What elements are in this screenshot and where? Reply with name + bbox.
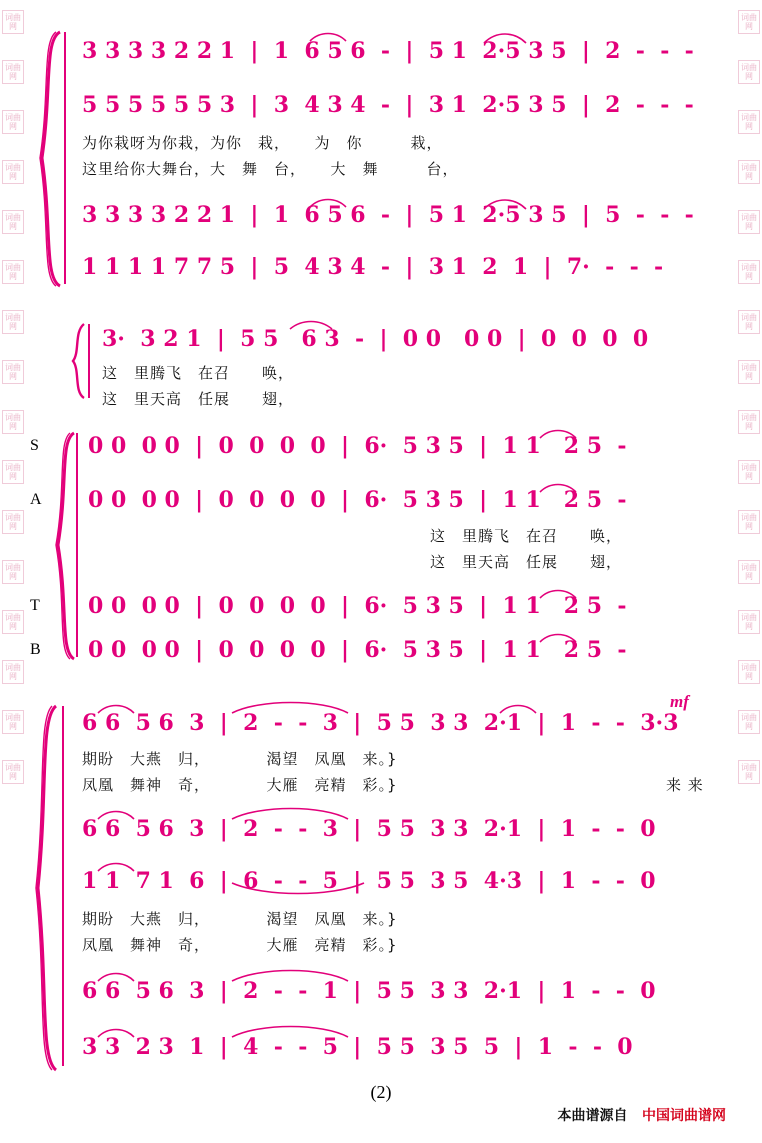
staff-4-voice-2-notes: 6 6 5 6 3 | 2 - - 3 | 5 5 3 3 2·1 | 1 - - 0 bbox=[82, 816, 656, 842]
system-brace-4 bbox=[32, 704, 58, 1072]
watermark-item: 词曲网 bbox=[738, 160, 760, 184]
staff-3-lyric-line-2: 这 里天高 任展 翅， bbox=[430, 553, 623, 571]
staff-1-voice-4-notes: 1 1 1 1 7 7 5 | 5 4 3 4 - | 3 1 2 1 | 7· - - - bbox=[82, 254, 664, 280]
watermark-item: 词曲网 bbox=[738, 610, 760, 634]
staff-4-voice-4-notes: 6 6 5 6 3 | 2 - - 1 | 5 5 3 3 2·1 | 1 - - 0 bbox=[82, 978, 656, 1004]
voice-label-alto: A bbox=[30, 491, 42, 508]
slur-icon bbox=[498, 702, 538, 714]
watermark-item: 词曲网 bbox=[738, 210, 760, 234]
watermark-item: 词曲网 bbox=[2, 410, 24, 434]
watermark-item: 词曲网 bbox=[738, 10, 760, 34]
watermark-item: 词曲网 bbox=[2, 360, 24, 384]
barline bbox=[76, 433, 78, 657]
watermark-item: 词曲网 bbox=[738, 560, 760, 584]
staff-4-lyric-upper-2: 凤凰 舞神 奇， 大雁 亮精 彩。} bbox=[82, 776, 398, 794]
watermark-item: 词曲网 bbox=[2, 610, 24, 634]
watermark-item: 词曲网 bbox=[738, 110, 760, 134]
dynamic-mf: mf bbox=[670, 692, 689, 711]
staff-4-voice-3-notes: 1 1 7 1 6 | 6 - - 5 | 5 5 3 5 4·3 | 1 - - 0 bbox=[82, 868, 656, 894]
watermark-column-left bbox=[2, 0, 24, 1143]
source-credit bbox=[558, 1105, 726, 1125]
staff-4-lyric-lower-2: 凤凰 舞神 奇， 大雁 亮精 彩。} bbox=[82, 936, 398, 954]
staff-3-bass-notes: 0 0 0 0 | 0 0 0 0 | 6· 5 3 5 | 1 1 2 5 - bbox=[88, 637, 627, 663]
staff-3-alto-notes: 0 0 0 0 | 0 0 0 0 | 6· 5 3 5 | 1 1 2 5 - bbox=[88, 487, 627, 513]
watermark-item: 词曲网 bbox=[2, 760, 24, 784]
slur-icon bbox=[538, 481, 578, 493]
staff-4-voice-5-notes: 3 3 2 3 1 | 4 - - 5 | 5 5 3 5 5 | 1 - - 0 bbox=[82, 1034, 633, 1060]
slur-icon bbox=[96, 970, 136, 982]
slur-icon bbox=[308, 30, 348, 42]
watermark-item: 词曲网 bbox=[2, 460, 24, 484]
page-number: (2) bbox=[370, 1082, 392, 1102]
staff-4-lyric-lower-1: 期盼 大燕 归， 渴望 凤凰 来。} bbox=[82, 910, 398, 928]
watermark-item: 词曲网 bbox=[2, 310, 24, 334]
slur-icon bbox=[96, 808, 136, 820]
phrase-arc-icon bbox=[230, 1022, 350, 1038]
voice-label-tenor: T bbox=[30, 597, 40, 614]
slur-icon bbox=[482, 30, 528, 44]
staff-3-tenor-notes: 0 0 0 0 | 0 0 0 0 | 6· 5 3 5 | 1 1 2 5 - bbox=[88, 593, 627, 619]
staff-1-lyric-line-2: 这里给你大舞台，大 舞 台， 大 舞 台， bbox=[82, 160, 459, 178]
phrase-arc-icon bbox=[230, 882, 366, 898]
watermark-column-right bbox=[738, 0, 760, 1143]
phrase-arc-icon bbox=[230, 966, 350, 982]
watermark-item: 词曲网 bbox=[738, 460, 760, 484]
voice-label-bass: B bbox=[30, 641, 41, 658]
watermark-item: 词曲网 bbox=[2, 710, 24, 734]
system-3 bbox=[30, 425, 730, 675]
staff-1-lyric-line-1: 为你栽呀为你栽，为你 栽， 为 你 栽， bbox=[82, 134, 443, 152]
watermark-item: 词曲网 bbox=[2, 10, 24, 34]
watermark-item: 词曲网 bbox=[738, 760, 760, 784]
staff-4-voice-1-notes: 6 6 5 6 3 | 2 - - 3 | 5 5 3 3 2·1 | 1 - - 3·3 bbox=[82, 710, 679, 736]
credit-site-link[interactable]: 中国词曲谱网 bbox=[642, 1108, 726, 1124]
phrase-arc-icon bbox=[230, 804, 350, 820]
system-brace-2 bbox=[70, 322, 86, 400]
slur-icon bbox=[538, 631, 578, 643]
system-2 bbox=[30, 300, 730, 410]
staff-1-voice-3-notes: 3 3 3 3 2 2 1 | 1 6 5 6 - | 5 1 2·5 3 5 | 5 - - - bbox=[82, 202, 694, 228]
watermark-item: 词曲网 bbox=[2, 110, 24, 134]
system-brace-1 bbox=[36, 30, 62, 288]
watermark-item: 词曲网 bbox=[2, 560, 24, 584]
barline bbox=[88, 324, 90, 398]
voice-label-soprano: S bbox=[30, 437, 39, 454]
phrase-arc-icon bbox=[230, 698, 350, 714]
system-brace-3 bbox=[54, 431, 76, 661]
staff-1-voice-1-notes: 3 3 3 3 2 2 1 | 1 6 5 6 - | 5 1 2·5 3 5 | 2 - - - bbox=[82, 38, 694, 64]
slur-icon bbox=[96, 860, 136, 872]
staff-2-voice-1-notes: 3· 3 2 1 | 5 5 6 3 - | 0 0 0 0 | 0 0 0 0 bbox=[102, 326, 649, 352]
music-score-sheet bbox=[30, 0, 730, 1143]
watermark-item: 词曲网 bbox=[738, 410, 760, 434]
watermark-item: 词曲网 bbox=[738, 710, 760, 734]
slur-icon bbox=[288, 318, 334, 330]
credit-label: 本曲谱源自 bbox=[557, 1108, 628, 1124]
watermark-item: 词曲网 bbox=[2, 260, 24, 284]
watermark-item: 词曲网 bbox=[738, 660, 760, 684]
watermark-item: 词曲网 bbox=[738, 510, 760, 534]
slur-icon bbox=[96, 1026, 136, 1038]
slur-icon bbox=[538, 587, 578, 599]
staff-2-lyric-line-1: 这 里腾飞 在召 唤， bbox=[102, 364, 295, 382]
staff-4-lyric-upper-1: 期盼 大燕 归， 渴望 凤凰 来。} bbox=[82, 750, 398, 768]
watermark-item: 词曲网 bbox=[738, 260, 760, 284]
watermark-item: 词曲网 bbox=[738, 60, 760, 84]
staff-1-voice-2-notes: 5 5 5 5 5 5 3 | 3 4 3 4 - | 3 1 2·5 3 5 | 2 - - - bbox=[82, 92, 694, 118]
watermark-item: 词曲网 bbox=[2, 160, 24, 184]
system-4 bbox=[30, 690, 730, 1080]
slur-icon bbox=[482, 196, 528, 210]
slur-icon bbox=[96, 702, 136, 714]
watermark-item: 词曲网 bbox=[2, 510, 24, 534]
slur-icon bbox=[308, 196, 348, 208]
staff-3-soprano-notes: 0 0 0 0 | 0 0 0 0 | 6· 5 3 5 | 1 1 2 5 - bbox=[88, 433, 627, 459]
watermark-item: 词曲网 bbox=[2, 210, 24, 234]
staff-3-lyric-line-1: 这 里腾飞 在召 唤， bbox=[430, 527, 623, 545]
staff-2-lyric-line-2: 这 里天高 任展 翅， bbox=[102, 390, 295, 408]
barline bbox=[64, 32, 66, 284]
watermark-item: 词曲网 bbox=[738, 360, 760, 384]
system-1 bbox=[30, 0, 730, 290]
slur-icon bbox=[538, 427, 578, 439]
watermark-item: 词曲网 bbox=[2, 60, 24, 84]
watermark-item: 词曲网 bbox=[738, 310, 760, 334]
staff-4-lyric-upper-tail: 来 来 bbox=[666, 776, 704, 794]
barline bbox=[62, 706, 64, 1066]
watermark-item: 词曲网 bbox=[2, 660, 24, 684]
